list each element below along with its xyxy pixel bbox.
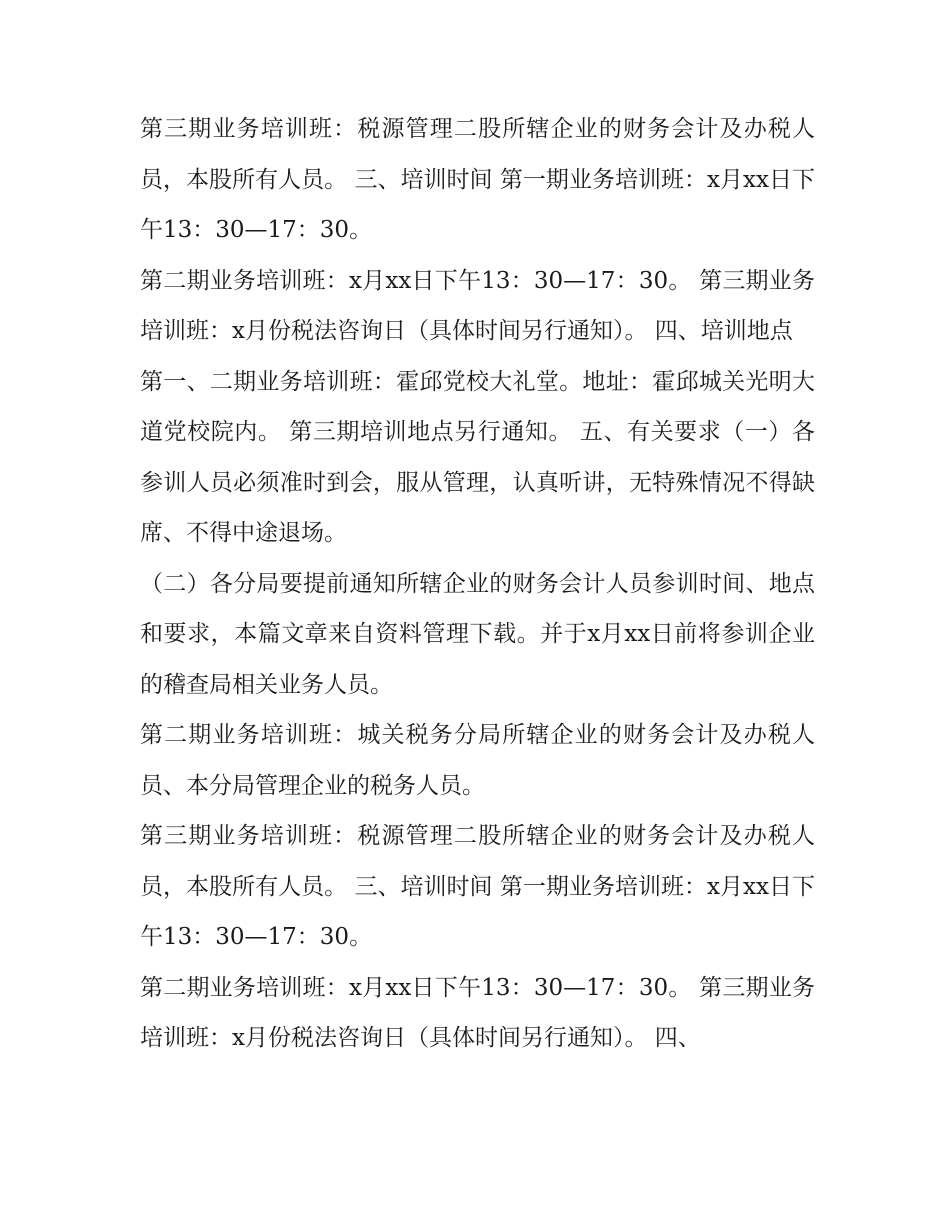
paragraph: 第二期业务培训班：x月xx日下午13：30—17：30。 第三期业务培训班：x月份税法咨询日（具体时间另行通知）。 四、 <box>140 974 815 1051</box>
document-body <box>140 104 815 1064</box>
paragraph: 第一、二期业务培训班：霍邱党校大礼堂。地址：霍邱城关光明大道党校院内。 第三期培训地点另行通知。 五、有关要求（一）各参训人员必须准时到会，服从管理，认真听讲，无特殊情况不得缺席、不得中途退场。 <box>140 368 815 546</box>
paragraph: 第三期业务培训班：税源管理二股所辖企业的财务会计及办税人员，本股所有人员。 三、培训时间 第一期业务培训班：x月xx日下午13：30—17：30。 <box>140 823 815 950</box>
paragraph: 第二期业务培训班：城关税务分局所辖企业的财务会计及办税人员、本分局管理企业的税务人员。 <box>140 722 815 799</box>
paragraph: 第二期业务培训班：x月xx日下午13：30—17：30。 第三期业务培训班：x月份税法咨询日（具体时间另行通知）。 四、培训地点 <box>140 267 815 344</box>
paragraph: （二）各分局要提前通知所辖企业的财务会计人员参训时间、地点和要求，本篇文章来自资料管理下载。并于x月xx日前将参训企业的稽查局相关业务人员。 <box>140 570 815 698</box>
paragraph: 第三期业务培训班：税源管理二股所辖企业的财务会计及办税人员，本股所有人员。 三、培训时间 第一期业务培训班：x月xx日下午13：30—17：30。 <box>140 116 815 243</box>
